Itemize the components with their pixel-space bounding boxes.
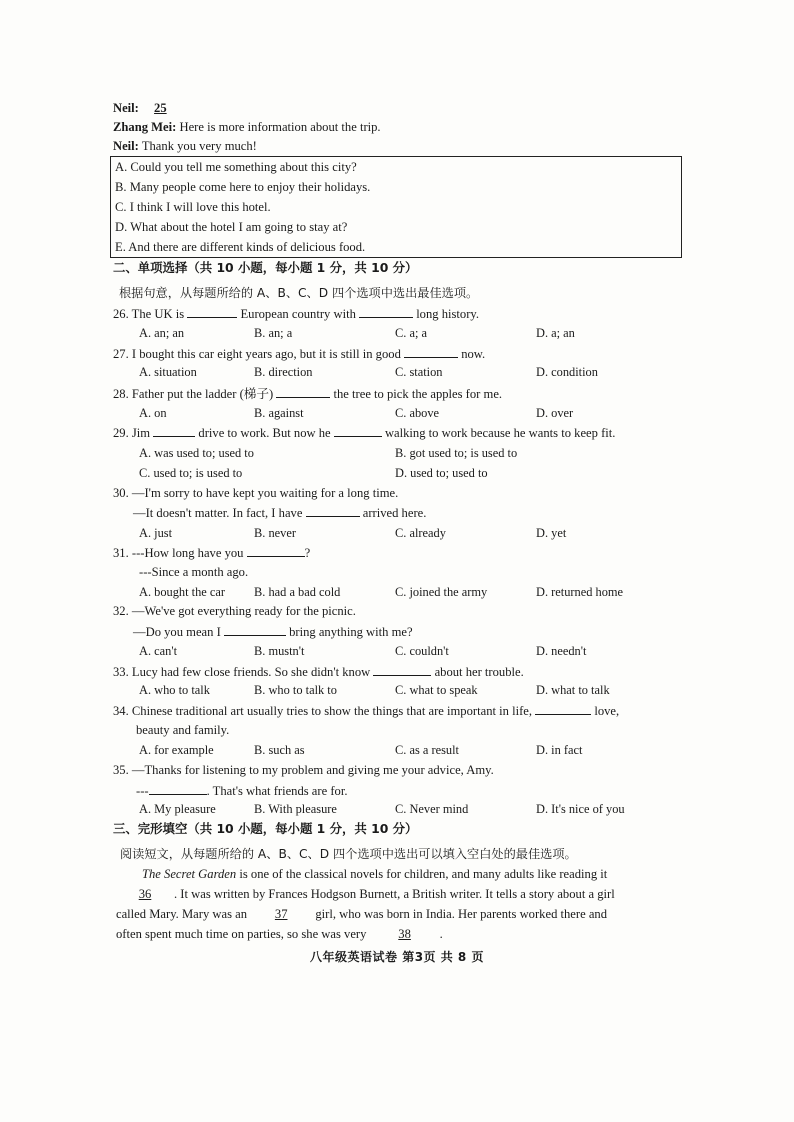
choice-d: D. needn't bbox=[536, 644, 587, 658]
choice-d: D. It's nice of you bbox=[536, 802, 625, 816]
book-title: The Secret Garden bbox=[142, 867, 237, 881]
question-30-reply bbox=[133, 504, 426, 521]
choice-d: D. over bbox=[536, 406, 574, 420]
question-28 bbox=[113, 385, 502, 402]
passage-text: often spent much time on parties, so she was very bbox=[116, 927, 367, 941]
passage-line-1 bbox=[142, 866, 607, 882]
choice-d: D. in fact bbox=[536, 743, 583, 757]
option-a: A. Could you tell me something about this city? bbox=[115, 160, 357, 174]
options-box bbox=[110, 156, 682, 258]
choice-a: A. for example bbox=[139, 743, 214, 757]
stem-text: about her trouble. bbox=[434, 665, 524, 679]
blank-number-36: 36 bbox=[138, 887, 152, 901]
stem-text: 33. Lucy had few close friends. So she didn't know bbox=[113, 665, 371, 679]
question-32-reply bbox=[133, 623, 413, 640]
passage-text: . It was written by Frances Hodgson Burnett, a British writer. It tells a story about a girl bbox=[174, 887, 615, 901]
question-35-reply bbox=[136, 782, 347, 799]
answer-blank bbox=[359, 305, 413, 318]
choice-d: D. a; an bbox=[536, 326, 575, 340]
dialogue-text: Thank you very much! bbox=[141, 139, 257, 153]
passage-text: is one of the classical novels for children, and many adults like reading it bbox=[239, 867, 608, 881]
choice-d: D. returned home bbox=[536, 585, 624, 599]
choice-a: A. My pleasure bbox=[139, 802, 216, 816]
stem-text: European country with bbox=[240, 307, 356, 321]
speaker-label: Zhang Mei: bbox=[113, 120, 177, 134]
choice-a: A. who to talk bbox=[139, 683, 210, 697]
question-30-stem: 30. —I'm sorry to have kept you waiting for a long time. bbox=[113, 486, 399, 500]
passage-text: girl, who was born in India. Her parents worked there and bbox=[315, 907, 608, 921]
answer-blank bbox=[306, 504, 360, 517]
choice-c: C. Never mind bbox=[395, 802, 469, 816]
stem-text: arrived here. bbox=[362, 506, 427, 520]
choice-d: D. yet bbox=[536, 526, 567, 540]
choice-c: C. a; a bbox=[395, 326, 427, 340]
answer-blank bbox=[187, 305, 237, 318]
stem-text: . That's what friends are for. bbox=[206, 784, 348, 798]
stem-text: long history. bbox=[416, 307, 480, 321]
dialogue-line-neil-25 bbox=[113, 100, 179, 116]
choice-a: A. an; an bbox=[139, 326, 185, 340]
choice-d: D. what to talk bbox=[536, 683, 610, 697]
question-34-cont: beauty and family. bbox=[136, 723, 230, 737]
choice-b: B. got used to; is used to bbox=[395, 446, 518, 460]
choice-a: A. was used to; used to bbox=[139, 446, 254, 460]
choice-a: A. situation bbox=[139, 365, 197, 379]
choice-a: A. can't bbox=[139, 644, 178, 658]
answer-blank bbox=[149, 782, 207, 795]
choice-a: A. bought the car bbox=[139, 585, 226, 599]
choice-c: C. as a result bbox=[395, 743, 460, 757]
choice-b: B. direction bbox=[254, 365, 313, 379]
answer-blank bbox=[535, 702, 591, 715]
section-heading: 三、完形填空（共 10 小题，每小题 1 分，共 10 分） bbox=[113, 821, 418, 836]
question-31 bbox=[113, 544, 310, 561]
stem-text: walking to work because he wants to keep fit. bbox=[384, 426, 616, 440]
answer-blank bbox=[247, 544, 305, 557]
option-d: D. What about the hotel I am going to stay at? bbox=[115, 220, 348, 234]
blank-number-38: 38 bbox=[398, 927, 411, 941]
answer-blank bbox=[224, 623, 286, 636]
choice-c: C. above bbox=[395, 406, 440, 420]
stem-text: --- bbox=[136, 784, 149, 798]
choice-c: C. station bbox=[395, 365, 443, 379]
stem-text: 31. ---How long have you bbox=[113, 546, 244, 560]
stem-text: bring anything with me? bbox=[289, 625, 413, 639]
question-35-stem: 35. —Thanks for listening to my problem and giving me your advice, Amy. bbox=[113, 763, 494, 777]
section-heading: 二、单项选择（共 10 小题，每小题 1 分，共 10 分） bbox=[113, 260, 418, 275]
choice-a: A. just bbox=[139, 526, 173, 540]
stem-text: ? bbox=[304, 546, 311, 560]
stem-text: 34. Chinese traditional art usually tries to show the things that are important in life, bbox=[113, 704, 533, 718]
dialogue-text: Here is more information about the trip. bbox=[179, 120, 381, 134]
choice-c: C. couldn't bbox=[395, 644, 449, 658]
choice-b: B. had a bad cold bbox=[254, 585, 341, 599]
choice-a: A. on bbox=[139, 406, 167, 420]
choice-c: C. already bbox=[395, 526, 446, 540]
stem-text: love, bbox=[594, 704, 620, 718]
question-33 bbox=[113, 663, 524, 680]
choice-b: B. such as bbox=[254, 743, 305, 757]
stem-text: —Do you mean I bbox=[133, 625, 221, 639]
stem-text: —It doesn't matter. In fact, I have bbox=[133, 506, 303, 520]
choice-b: B. an; a bbox=[254, 326, 293, 340]
answer-blank bbox=[404, 345, 458, 358]
option-c: C. I think I will love this hotel. bbox=[115, 200, 271, 214]
choice-b: B. With pleasure bbox=[254, 802, 337, 816]
choice-b: B. mustn't bbox=[254, 644, 305, 658]
page-footer: 八年级英语试卷 第3页 共 8 页 bbox=[310, 950, 484, 964]
dialogue-line-neil bbox=[113, 138, 257, 154]
question-27 bbox=[113, 345, 485, 362]
answer-blank bbox=[373, 663, 431, 676]
answer-blank bbox=[334, 424, 382, 437]
passage-line-3 bbox=[116, 906, 607, 922]
option-b: B. Many people come here to enjoy their holidays. bbox=[115, 180, 371, 194]
stem-text: 26. The UK is bbox=[113, 307, 185, 321]
answer-blank bbox=[153, 424, 195, 437]
question-34 bbox=[113, 702, 619, 719]
stem-text: 28. Father put the ladder (梯子) bbox=[113, 387, 274, 401]
choice-d: D. condition bbox=[536, 365, 598, 379]
choice-c: C. used to; is used to bbox=[139, 466, 243, 480]
passage-text: called Mary. Mary was an bbox=[116, 907, 248, 921]
stem-text: the tree to pick the apples for me. bbox=[333, 387, 503, 401]
choice-b: B. against bbox=[254, 406, 304, 420]
dialogue-line-zhang-mei bbox=[113, 119, 381, 135]
stem-text: 29. Jim bbox=[113, 426, 151, 440]
question-32-stem: 32. —We've got everything ready for the picnic. bbox=[113, 604, 356, 618]
choice-c: C. joined the army bbox=[395, 585, 488, 599]
section-instruction: 阅读短文，从每题所给的 A、B、C、D 四个选项中选出可以填入空白处的最佳选项。 bbox=[120, 847, 577, 861]
passage-line-2 bbox=[116, 886, 615, 902]
choice-b: B. never bbox=[254, 526, 296, 540]
speaker-label: Neil: bbox=[113, 101, 139, 115]
stem-text: drive to work. But now he bbox=[198, 426, 331, 440]
answer-blank bbox=[276, 385, 330, 398]
choice-b: B. who to talk to bbox=[254, 683, 337, 697]
passage-line-4: often spent much time on parties, so she was very 38 . bbox=[116, 927, 443, 941]
choice-c: C. what to speak bbox=[395, 683, 478, 697]
stem-text: now. bbox=[461, 347, 486, 361]
blank-number-25: 25 bbox=[154, 101, 167, 115]
stem-text: 27. I bought this car eight years ago, but it is still in good bbox=[113, 347, 401, 361]
question-29 bbox=[113, 424, 615, 441]
question-31-reply: ---Since a month ago. bbox=[139, 565, 249, 579]
blank-number-37: 37 bbox=[274, 907, 288, 921]
option-e: E. And there are different kinds of delicious food. bbox=[115, 240, 366, 254]
speaker-label: Neil: bbox=[113, 139, 139, 153]
choice-d: D. used to; used to bbox=[395, 466, 488, 480]
section-instruction: 根据句意，从每题所给的 A、B、C、D 四个选项中选出最佳选项。 bbox=[119, 286, 479, 300]
question-26 bbox=[113, 305, 479, 322]
